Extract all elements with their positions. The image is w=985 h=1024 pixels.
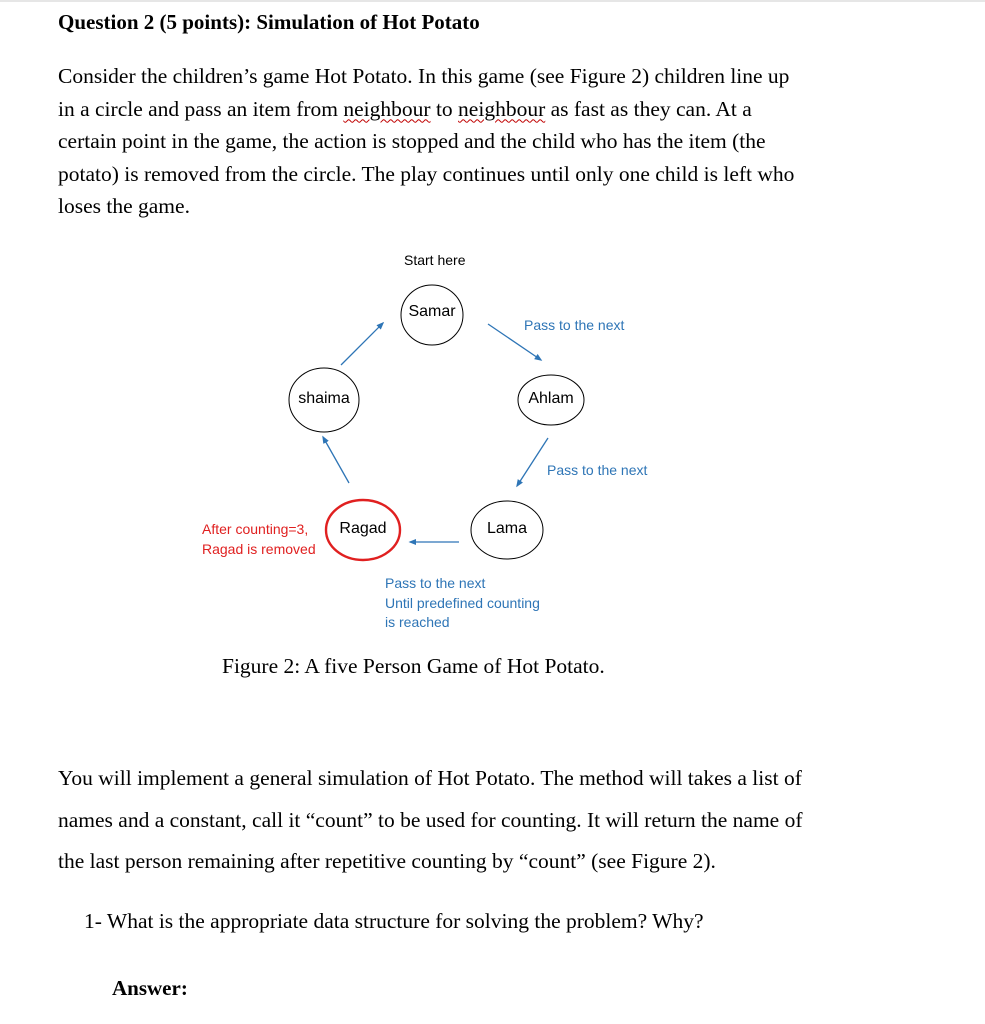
intro-line: Consider the children’s game Hot Potato. In this game (see Figure 2) children line up [58, 64, 790, 88]
arrow-shaima-to-samar [341, 323, 383, 365]
hot-potato-figure [0, 230, 985, 650]
task-line: the last person remaining after repetitive counting by “count” (see Figure 2). [58, 849, 716, 873]
spelling-flag-word: neighbour [458, 96, 546, 121]
answer-label: Answer: [112, 976, 188, 1000]
task-line: You will implement a general simulation of Hot Potato. The method will takes a list of [58, 766, 802, 790]
spelling-flag-word: neighbour [343, 96, 431, 121]
node-samar-label: Samar [408, 303, 456, 320]
arrow-ahlam-to-lama [517, 438, 548, 486]
removed-label: After counting=3, Ragad is removed [202, 521, 316, 557]
intro-line: certain point in the game, the action is stopped and the child who has the item (the [58, 129, 766, 153]
arrow-ragad-to-shaima [323, 437, 349, 483]
question-title: Question 2 (5 points): Simulation of Hot Potato [58, 10, 480, 34]
intro-line: loses the game. [58, 194, 190, 218]
pass-label-1: Pass to the next [524, 317, 625, 333]
node-ahlam-label: Ahlam [528, 390, 574, 407]
intro-paragraph [58, 60, 918, 223]
intro-line: potato) is removed from the circle. The play continues until only one child is left who [58, 161, 795, 186]
question-item: 1- What is the appropriate data structure for solving the problem? Why? [84, 909, 704, 933]
task-paragraph [58, 758, 803, 883]
node-lama-label: Lama [486, 520, 528, 537]
intro-line: in a circle and pass an item from neighbour to neighbour as fast as they can. At a [58, 96, 752, 121]
start-here-label: Start here [404, 252, 466, 268]
top-border [0, 0, 985, 2]
pass-label-3: Pass to the next Until predefined counting is reached [385, 575, 540, 630]
node-shaima-label: shaima [298, 390, 350, 407]
figure-caption: Figure 2: A five Person Game of Hot Potato. [222, 654, 605, 678]
pass-label-2: Pass to the next [547, 462, 648, 478]
task-line: names and a constant, call it “count” to be used for counting. It will return the name of [58, 807, 803, 832]
node-ragad-label: Ragad [339, 520, 387, 537]
